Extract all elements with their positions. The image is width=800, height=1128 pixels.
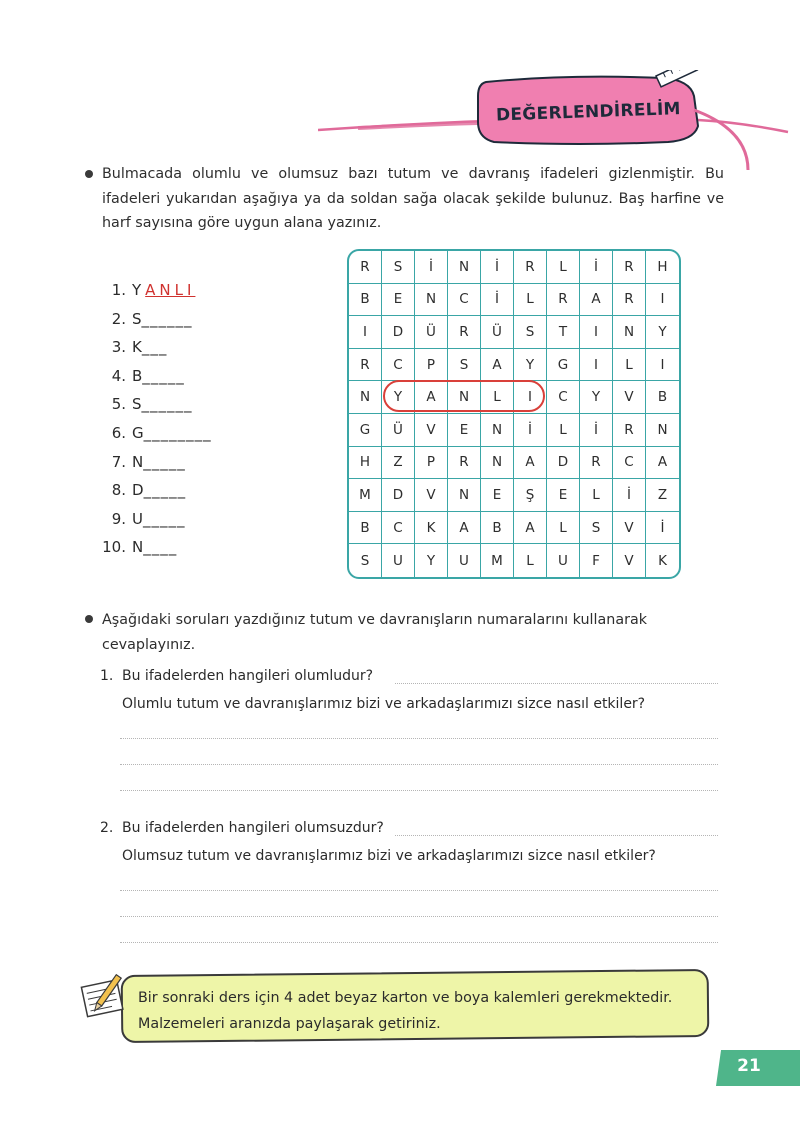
grid-cell[interactable]: C [382,349,415,381]
grid-cell[interactable]: H [657,258,668,275]
grid-cell[interactable]: L [613,349,646,381]
first-letter: G [132,423,144,442]
grid-cell[interactable]: L [514,284,547,316]
grid-cell[interactable]: R [448,447,481,479]
grid-cell[interactable]: İ [481,284,514,316]
grid-cell[interactable]: N [448,251,481,283]
grid-cell[interactable]: İ [481,251,514,283]
question-2-followup: Olumsuz tutum ve davranışlarımız bizi ve arkadaşlarımızı sizce nasıl etkiler? [122,848,656,864]
grid-cell[interactable]: Z [382,447,415,479]
grid-cell[interactable]: S [349,544,382,577]
item-number: 7. [111,452,126,471]
answer-line[interactable] [120,916,718,917]
note-line-1: Bir sonraki ders için 4 adet beyaz karton ve boya kalemleri gerekmektedir. [138,990,673,1006]
question-2-number: 2. [100,820,114,836]
grid-cell[interactable]: K [415,512,448,544]
grid-cell[interactable]: V [415,479,448,511]
grid-cell[interactable]: C [448,284,481,316]
grid-cell[interactable]: I [580,349,613,381]
answer-blanks[interactable]: ______ [141,309,193,328]
answer-line[interactable] [120,764,718,765]
grid-cell[interactable]: İ [415,251,448,283]
grid-cell[interactable]: S [580,512,613,544]
word-list-item [92,533,292,562]
grid-cell[interactable]: S [382,251,415,283]
grid-cell[interactable]: V [415,414,448,446]
first-letter: Y [132,281,142,299]
grid-row [349,414,679,447]
note-line-2: Malzemeleri aranızda paylaşarak getiriniz. [138,1016,441,1032]
first-letter: D [132,481,144,500]
page-title: DEĞERLENDİRELİM [495,99,682,126]
grid-cell[interactable]: S [514,316,547,348]
item-number: 2. [111,309,126,328]
grid-cell[interactable]: A [415,381,448,413]
grid-cell[interactable]: Y [580,381,613,413]
grid-row [349,284,679,317]
grid-cell[interactable]: N [415,284,448,316]
grid-cell[interactable]: P [415,447,448,479]
word-list-item [92,276,292,305]
grid-cell[interactable]: C [547,381,580,413]
answer-line[interactable] [395,835,718,836]
grid-cell[interactable]: İ [514,414,547,446]
first-letter: U [132,509,143,528]
grid-cell[interactable]: A [481,349,514,381]
grid-cell[interactable]: L [547,512,580,544]
page-number: 21 [737,1056,761,1076]
grid-cell[interactable]: N [481,447,514,479]
grid-cell[interactable]: D [382,479,415,511]
grid-cell[interactable]: R [349,251,382,283]
first-letter: S [132,395,142,414]
grid-cell[interactable]: N [448,479,481,511]
grid-cell[interactable]: A [448,512,481,544]
grid-cell[interactable]: L [547,414,580,446]
item-number: 6. [111,423,126,442]
grid-cell[interactable]: I [580,316,613,348]
grid-cell[interactable]: Y [382,381,415,413]
grid-cell[interactable]: Ü [481,316,514,348]
grid-cell[interactable]: I [514,381,547,413]
item-number: 10. [102,538,126,557]
item-number: 1. [111,281,126,299]
grid-cell[interactable]: V [613,544,646,577]
grid-cell[interactable]: İ [660,519,665,536]
bullet-icon [85,170,93,178]
item-number: 9. [111,509,126,528]
grid-cell[interactable]: R [613,284,646,316]
answer-blanks[interactable]: ______ [141,395,193,414]
grid-cell[interactable]: İ [613,479,646,511]
note-text [138,985,708,1037]
grid-cell[interactable]: R [580,447,613,479]
grid-cell[interactable]: G [349,414,382,446]
instructions-text: Bulmacada olumlu ve olumsuz bazı tutum ve davranış ifadeleri gizlenmiştir. Bu ifadeleri yukarıdan aşağıya ya da soldan sağa olacak şekilde bulunuz. Baş harfine ve harf sayısına göre uygun alana yazınız. [102,166,724,231]
answer-line[interactable] [120,738,718,739]
grid-cell[interactable]: C [382,512,415,544]
grid-cell[interactable]: I [660,291,665,308]
grid-cell[interactable]: V [613,512,646,544]
grid-cell[interactable]: B [349,512,382,544]
found-word-highlight [383,380,545,412]
word-list-item [92,362,292,391]
grid-cell[interactable]: I [660,356,665,373]
grid-cell[interactable]: L [580,479,613,511]
grid-cell[interactable]: M [349,479,382,511]
item-number: 8. [111,481,126,500]
answer-blanks[interactable]: ____ [143,538,178,557]
first-letter: S [132,309,142,328]
bullet-icon [85,615,93,623]
grid-cell[interactable]: D [547,447,580,479]
grid-cell[interactable]: N [448,381,481,413]
word-list-item [92,448,292,477]
grid-row [349,251,679,284]
grid-cell[interactable]: G [547,349,580,381]
section-header [318,70,800,170]
grid-row [349,512,679,545]
filled-answer: ANLI [145,281,196,299]
grid-cell[interactable]: A [580,284,613,316]
word-list-item [92,333,292,362]
grid-cell[interactable]: N [657,421,668,438]
item-number: 3. [111,338,126,357]
grid-cell[interactable]: N [481,414,514,446]
grid-row [349,316,679,349]
item-number: 4. [111,366,126,385]
grid-cell[interactable]: Ü [382,414,415,446]
questions-intro: Aşağıdaki soruları yazdığınız tutum ve davranışların numaralarını kullanarak cevaplayınız. [102,612,648,653]
grid-cell[interactable]: Y [415,544,448,577]
answer-blanks[interactable]: _____ [142,366,185,385]
grid-cell[interactable]: Y [514,349,547,381]
answer-line[interactable] [120,942,718,943]
question-1-text: Bu ifadelerden hangileri olumludur? [122,668,374,684]
grid-cell[interactable]: P [415,349,448,381]
grid-cell[interactable]: B [657,389,668,406]
first-letter: B [132,366,143,385]
grid-cell[interactable]: U [448,544,481,577]
grid-cell[interactable]: N [613,316,646,348]
grid-cell[interactable]: U [547,544,580,577]
answer-blanks[interactable]: _____ [143,481,187,500]
grid-cell[interactable]: B [349,284,382,316]
answer-line[interactable] [395,683,718,684]
answer-line[interactable] [120,890,718,891]
grid-cell[interactable]: M [481,544,514,577]
grid-cell[interactable]: F [580,544,613,577]
grid-cell[interactable]: Ş [514,479,547,511]
grid-cell[interactable]: L [547,251,580,283]
grid-cell[interactable]: Ü [415,316,448,348]
item-number: 5. [111,395,126,414]
grid-cell[interactable]: E [382,284,415,316]
grid-cell[interactable]: R [613,251,646,283]
grid-cell[interactable]: C [613,447,646,479]
word-list-item [92,476,292,505]
answer-blanks[interactable]: _____ [142,509,186,528]
question-2-text: Bu ifadelerden hangileri olumsuzdur? [122,820,384,836]
grid-cell[interactable]: L [514,544,547,577]
word-list-item [92,390,292,419]
first-letter: K [132,338,142,357]
question-1-number: 1. [100,668,114,684]
question-1-followup: Olumlu tutum ve davranışlarımız bizi ve arkadaşlarımızı sizce nasıl etkiler? [122,696,646,712]
word-list-item [92,505,292,534]
grid-cell[interactable]: U [382,544,415,577]
answer-line[interactable] [120,790,718,791]
grid-cell[interactable]: R [613,414,646,446]
grid-cell[interactable]: A [657,454,668,471]
grid-cell[interactable]: R [448,316,481,348]
grid-cell[interactable]: İ [580,251,613,283]
grid-cell[interactable]: E [448,414,481,446]
grid-cell[interactable]: T [547,316,580,348]
word-search-grid [347,249,681,579]
grid-cell[interactable]: R [514,251,547,283]
answer-blanks[interactable]: ________ [143,423,212,442]
grid-cell[interactable]: L [481,381,514,413]
grid-row [349,544,679,577]
grid-cell[interactable]: İ [580,414,613,446]
notepad-pencil-icon [78,972,138,1022]
answer-blanks[interactable]: _____ [143,452,186,471]
grid-cell[interactable]: Y [658,323,667,340]
word-list [92,276,292,562]
grid-cell[interactable]: B [481,512,514,544]
grid-cell[interactable]: A [514,512,547,544]
grid-row [349,447,679,480]
grid-cell[interactable]: S [448,349,481,381]
grid-cell[interactable]: Z [657,486,668,503]
grid-cell[interactable]: E [547,479,580,511]
grid-cell[interactable]: I [349,316,382,348]
grid-cell[interactable]: A [514,447,547,479]
grid-cell[interactable]: E [481,479,514,511]
grid-cell[interactable]: H [349,447,382,479]
answer-blanks[interactable]: ___ [141,338,168,357]
grid-row [349,479,679,512]
grid-row [349,349,679,382]
first-letter: N [132,452,144,471]
grid-cell[interactable]: N [349,381,382,413]
word-list-item [92,305,292,334]
first-letter: N [132,538,144,557]
grid-cell[interactable]: K [658,552,667,569]
grid-cell[interactable]: D [382,316,415,348]
grid-cell[interactable]: R [547,284,580,316]
grid-cell[interactable]: V [613,381,646,413]
grid-cell[interactable]: R [349,349,382,381]
word-list-item [92,419,292,448]
